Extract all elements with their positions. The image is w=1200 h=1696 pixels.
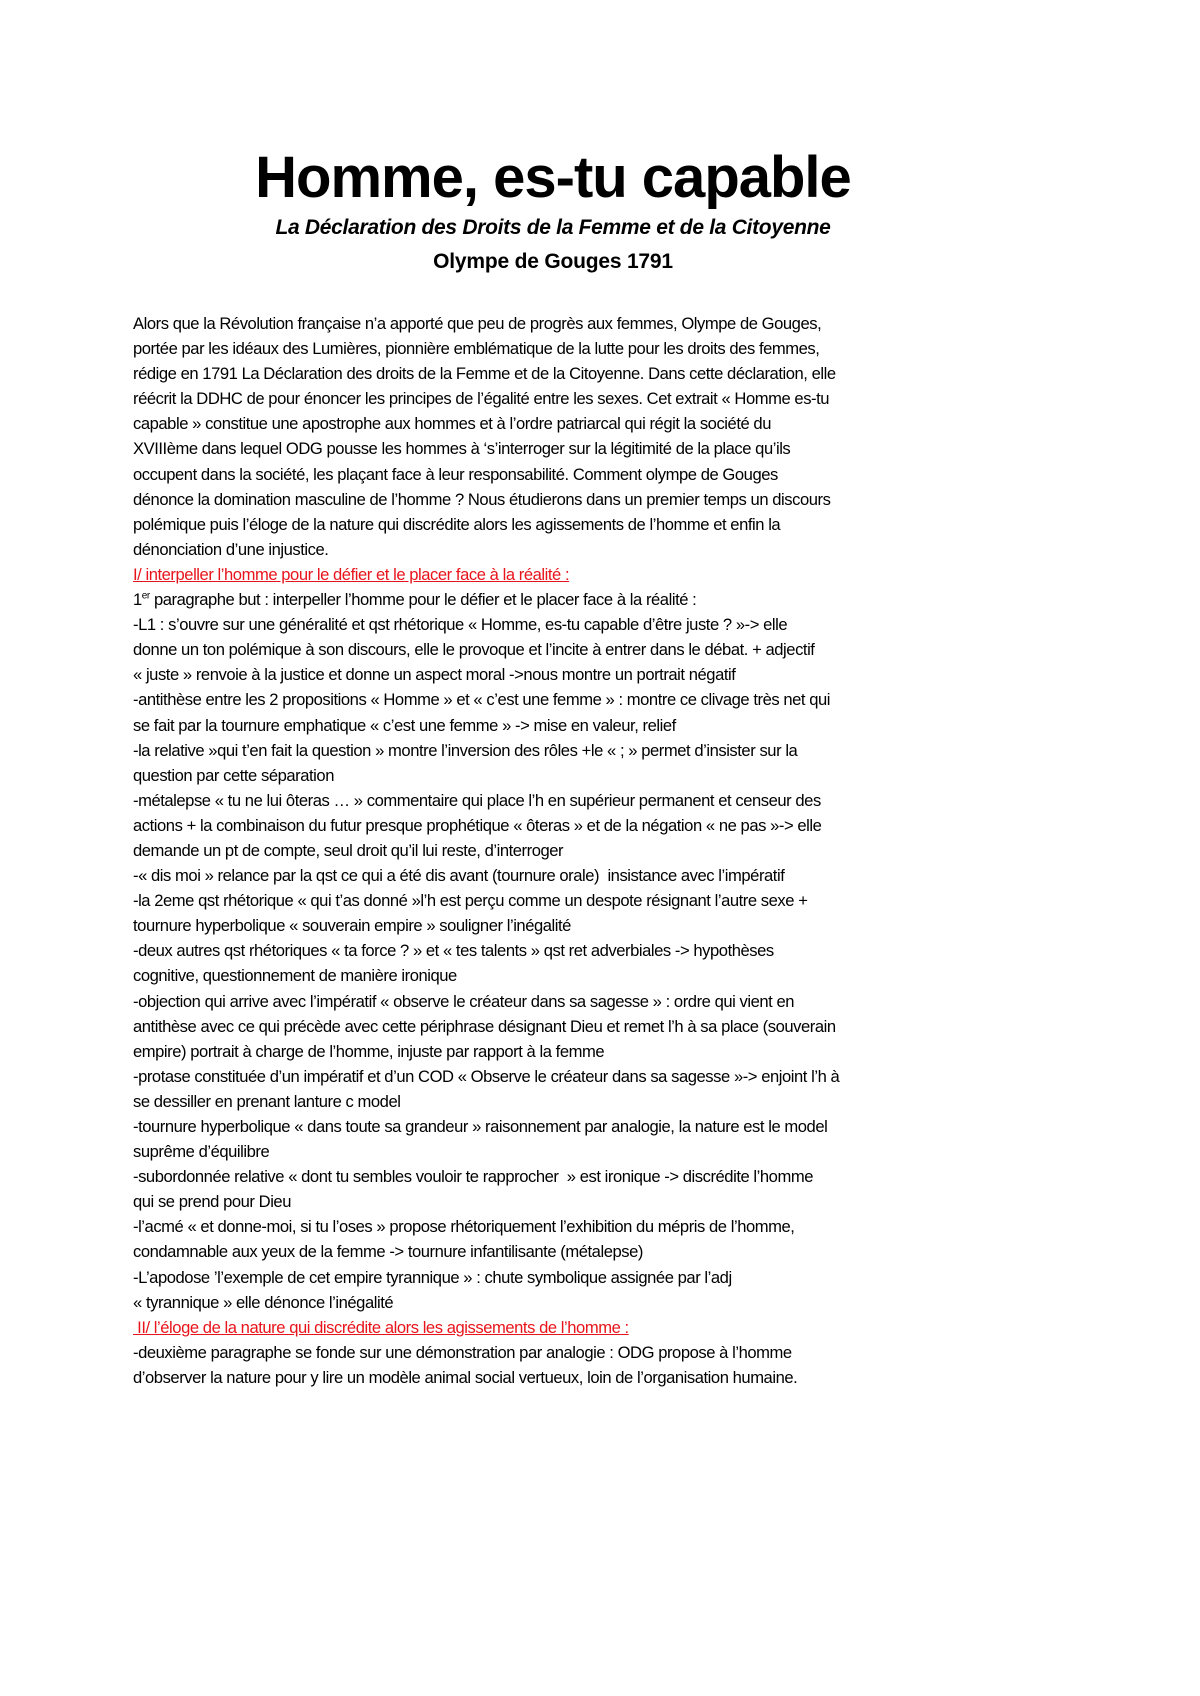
- line-text: polémique puis l’éloge de la nature qui discrédite alors les agissements de l’homme et enfin la: [133, 514, 781, 534]
- text-line: [133, 311, 1013, 336]
- line-text: d’observer la nature pour y lire un modèle animal social vertueux, loin de l’organisation humaine.: [133, 1367, 798, 1387]
- line-text: -L’apodose ’l’exemple de cet empire tyrannique » : chute symbolique assignée par l’adj: [133, 1267, 732, 1287]
- text-line: [133, 913, 1013, 938]
- section-heading: [133, 562, 1013, 587]
- text-line: [133, 436, 1013, 461]
- line-text: dénonciation d’une injustice.: [133, 539, 329, 559]
- text-line: [133, 1114, 1013, 1139]
- text-line: [133, 989, 1013, 1014]
- superscript: er: [141, 590, 150, 602]
- text-line: [133, 1039, 1013, 1064]
- line-text: -tournure hyperbolique « dans toute sa grandeur » raisonnement par analogie, la nature est le model: [133, 1117, 828, 1136]
- line-text: -la relative »qui t’en fait la question » montre l’inversion des rôles +le « ; » permet d’insister sur la: [133, 740, 798, 760]
- text-line: [133, 662, 1013, 687]
- line-text: qui se prend pour Dieu: [133, 1192, 291, 1212]
- text-line: [133, 386, 1013, 411]
- line-text: cognitive, questionnement de manière ironique: [133, 966, 457, 986]
- text-line: [133, 1265, 1013, 1290]
- text-line: [133, 1340, 1013, 1365]
- line-text: actions + la combinaison du futur presque prophétique « ôteras » et de la négation « ne pas »-> elle: [133, 815, 822, 835]
- line-text: -deuxième paragraphe se fonde sur une démonstration par analogie : ODG propose à l’homme: [133, 1342, 792, 1362]
- text-line: [133, 1189, 1013, 1214]
- text-line: [133, 411, 1013, 436]
- line-text: I/ interpeller l’homme pour le défier et le placer face à la réalité :: [133, 564, 570, 584]
- line-text: antithèse avec ce qui précède avec cette périphrase désignant Dieu et remet l’h à sa place (souverain: [133, 1016, 836, 1036]
- section-heading: [133, 1315, 1013, 1340]
- text-line: [133, 838, 1013, 863]
- line-text: rédige en 1791 La Déclaration des droits de la Femme et de la Citoyenne. Dans cette déclaration, elle: [133, 364, 836, 384]
- text-line: [133, 1290, 1013, 1315]
- text-line: [133, 637, 1013, 662]
- text-line: [133, 487, 1013, 512]
- line-text: XVIIIème dans lequel ODG pousse les hommes à ‘s’interroger sur la légitimité de la place qu’ils: [133, 439, 791, 459]
- text-line: [133, 1139, 1013, 1164]
- document-subtitle: La Déclaration des Droits de la Femme et de la Citoyenne: [275, 216, 831, 239]
- text-line: [133, 1365, 1013, 1390]
- line-text: demande un pt de compte, seul droit qu’il lui reste, d’interroger: [133, 840, 564, 860]
- text-line: [133, 1214, 1013, 1239]
- document-author: Olympe de Gouges 1791: [433, 250, 673, 273]
- line-text: -objection qui arrive avec l’impératif « observe le créateur dans sa sagesse » : ordre qui vient en: [133, 991, 795, 1011]
- line-text: -L1 : s’ouvre sur une généralité et qst rhétorique « Homme, es-tu capable d’être juste ? »-> elle: [133, 615, 788, 635]
- text-line: [133, 361, 1013, 386]
- line-text: -« dis moi » relance par la qst ce qui a été dis avant (tournure orale) insistance avec l’impératif: [133, 866, 785, 886]
- line-text: question par cette séparation: [133, 765, 334, 785]
- text-line: [133, 462, 1013, 487]
- line-text: empire) portrait à charge de l’homme, injuste par rapport à la femme: [133, 1041, 605, 1061]
- text-line: [133, 813, 1013, 838]
- text-line: [133, 763, 1013, 788]
- line-text: réécrit la DDHC de pour énoncer les principes de l’égalité entre les sexes. Cet extrait « Homme es-tu: [133, 389, 830, 409]
- line-text: occupent dans la société, les plaçant face à leur responsabilité. Comment olympe de Gouges: [133, 464, 778, 484]
- line-text: -métalepse « tu ne lui ôteras … » commentaire qui place l’h en supérieur permanent et censeur des: [133, 790, 821, 810]
- text-line: [133, 738, 1013, 763]
- line-text: portée par les idéaux des Lumières, pionnière emblématique de la lutte pour les droits des femmes,: [133, 339, 820, 359]
- text-line: [133, 963, 1013, 988]
- text-line: [133, 863, 1013, 888]
- line-text: capable » constitue une apostrophe aux hommes et à l’ordre patriarcal qui régit la société du: [133, 414, 771, 434]
- line-text: condamnable aux yeux de la femme -> tournure infantilisante (métalepse): [133, 1242, 643, 1262]
- document-body: [133, 311, 1013, 1390]
- line-prefix: 1: [133, 590, 142, 610]
- line-text: se fait par la tournure emphatique « c’est une femme » -> mise en valeur, relief: [133, 715, 676, 735]
- line-text: se dessiller en prenant lanture c model: [133, 1091, 401, 1111]
- line-text: -la 2eme qst rhétorique « qui t’as donné »l’h est perçu comme un despote résignant l’autre sexe +: [133, 891, 808, 911]
- line-text: « juste » renvoie à la justice et donne un aspect moral ->nous montre un portrait négatif: [133, 665, 736, 685]
- text-line: [133, 1014, 1013, 1039]
- document-title: Homme, es-tu capable: [255, 145, 851, 210]
- text-line: [133, 587, 1013, 612]
- text-line: [133, 1089, 1013, 1114]
- text-line: [133, 687, 1013, 712]
- line-text: II/ l’éloge de la nature qui discrédite alors les agissements de l’homme :: [133, 1317, 629, 1337]
- text-line: [133, 1239, 1013, 1264]
- line-text: -protase constituée d’un impératif et d’un COD « Observe le créateur dans sa sagesse »-> enjoint l’h à: [133, 1066, 840, 1086]
- text-line: [133, 1164, 1013, 1189]
- text-line: [133, 512, 1013, 537]
- line-text: -l’acmé « et donne-moi, si tu l’oses » propose rhétoriquement l’exhibition du mépris de l’homme,: [133, 1217, 795, 1237]
- text-line: [133, 888, 1013, 913]
- text-line: [133, 938, 1013, 963]
- text-line: [133, 336, 1013, 361]
- line-text: -subordonnée relative « dont tu sembles vouloir te rapprocher » est ironique -> discrédite l’homme: [133, 1167, 813, 1187]
- line-text: dénonce la domination masculine de l’homme ? Nous étudierons dans un premier temps un discours: [133, 489, 831, 509]
- text-line: [133, 1064, 1013, 1089]
- text-line: [133, 788, 1013, 813]
- line-text: tournure hyperbolique « souverain empire » souligner l’inégalité: [133, 916, 571, 936]
- line-text: -antithèse entre les 2 propositions « Homme » et « c’est une femme » : montre ce clivage très net qui: [133, 690, 831, 710]
- line-text: suprême d’équilibre: [133, 1142, 270, 1162]
- line-text: -deux autres qst rhétoriques « ta force ? » et « tes talents » qst ret adverbiales -> hypothèses: [133, 941, 774, 961]
- text-line: [133, 537, 1013, 562]
- line-text: donne un ton polémique à son discours, elle le provoque et l’incite à entrer dans le débat. + adjectif: [133, 640, 815, 660]
- text-line: [133, 612, 1013, 637]
- line-text: paragraphe but : interpeller l’homme pour le défier et le placer face à la réalité :: [149, 590, 697, 610]
- text-line: [133, 713, 1013, 738]
- line-text: Alors que la Révolution française n’a apporté que peu de progrès aux femmes, Olympe de Gouges,: [133, 314, 822, 333]
- line-text: « tyrannique » elle dénonce l’inégalité: [133, 1292, 394, 1312]
